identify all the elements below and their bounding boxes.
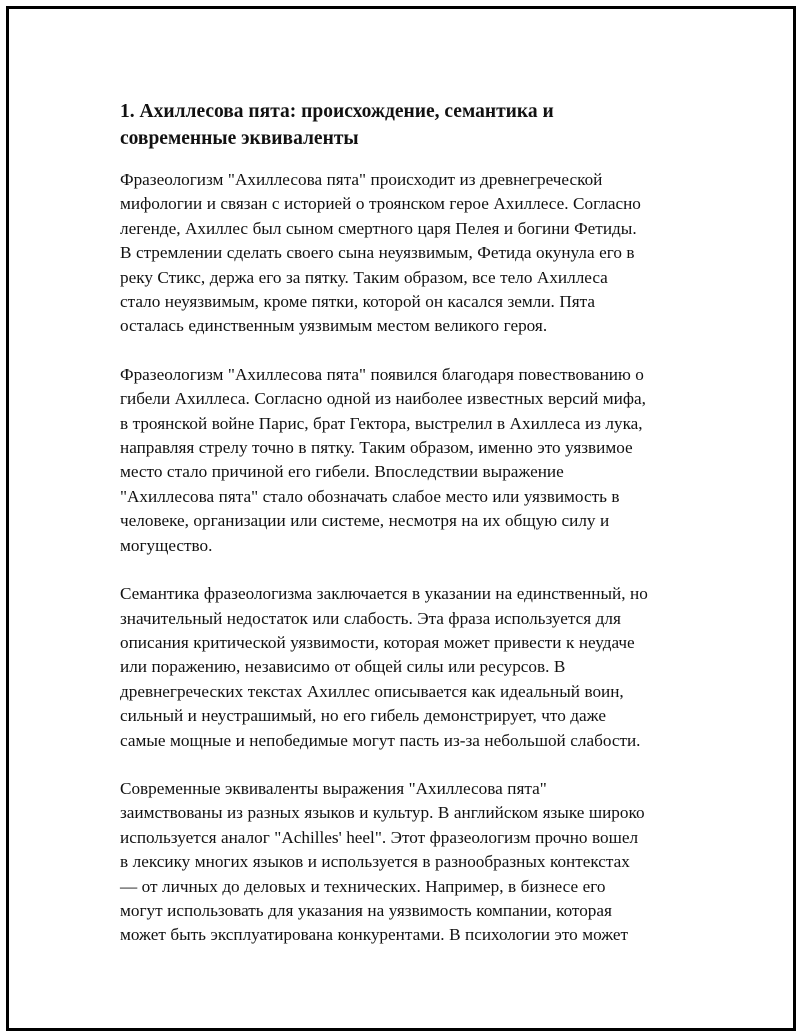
- text-line: может быть эксплуатирована конкурентами. В психологии это может: [120, 925, 629, 945]
- document-body: [120, 98, 690, 972]
- text-line: "Ахиллесова пята" стало обозначать слабое место или уязвимость в: [120, 486, 620, 506]
- text-line: сильный и неустрашимый, но его гибель демонстрирует, что даже: [120, 706, 606, 726]
- text-line: заимствованы из разных языков и культур. В английском языке широко: [120, 803, 645, 823]
- text-line: в лексику многих языков и используется в разнообразных контекстах: [120, 852, 630, 872]
- text-line: легенде, Ахиллес был сыном смертного царя Пелея и богини Фетиды.: [120, 218, 637, 238]
- heading-line: 1. Ахиллесова пята: происхождение, семантика и: [120, 101, 554, 122]
- text-line: могущество.: [120, 535, 213, 555]
- text-line: гибели Ахиллеса. Согласно одной из наиболее известных версий мифа,: [120, 389, 646, 409]
- paragraph-semantics: [120, 582, 690, 753]
- text-line: могут использовать для указания на уязвимость компании, которая: [120, 900, 612, 920]
- text-line: Семантика фразеологизма заключается в указании на единственный, но: [120, 584, 648, 604]
- heading-line: современные эквиваленты: [120, 128, 359, 149]
- text-line: — от личных до деловых и технических. Например, в бизнесе его: [120, 876, 606, 896]
- text-line: человеке, организации или системе, несмотря на их общую силу и: [120, 511, 610, 531]
- section-heading: [120, 98, 690, 152]
- text-line: В стремлении сделать своего сына неуязвимым, Фетида окунула его в: [120, 243, 635, 263]
- text-line: реку Стикс, держа его за пятку. Таким образом, все тело Ахиллеса: [120, 267, 608, 287]
- text-line: древнегреческих текстах Ахиллес описывается как идеальный воин,: [120, 681, 624, 701]
- text-line: Современные эквиваленты выражения "Ахиллесова пята": [120, 778, 547, 798]
- paragraph-origin: [120, 168, 690, 339]
- text-line: или поражению, независимо от общей силы или ресурсов. В: [120, 657, 566, 677]
- text-line: стало неуязвимым, кроме пятки, которой он касался земли. Пята: [120, 292, 596, 312]
- text-line: направляя стрелу точно в пятку. Таким образом, именно это уязвимое: [120, 438, 633, 458]
- text-line: в троянской войне Парис, брат Гектора, выстрелил в Ахиллеса из лука,: [120, 413, 643, 433]
- paragraph-equivalents: [120, 777, 690, 948]
- text-line: значительный недостаток или слабость. Эта фраза используется для: [120, 608, 621, 628]
- text-line: Фразеологизм "Ахиллесова пята" появился благодаря повествованию о: [120, 364, 644, 384]
- text-line: описания критической уязвимости, которая может привести к неудаче: [120, 632, 635, 652]
- text-line: самые мощные и непобедимые могут пасть из-за небольшой слабости.: [120, 730, 641, 750]
- text-line: осталась единственным уязвимым местом великого героя.: [120, 316, 548, 336]
- page-frame: [6, 6, 796, 1031]
- text-line: место стало причиной его гибели. Впоследствии выражение: [120, 462, 564, 482]
- text-line: Фразеологизм "Ахиллесова пята" происходит из древнегреческой: [120, 170, 603, 189]
- paragraph-death: [120, 363, 690, 558]
- text-line: используется аналог "Achilles' heel". Этот фразеологизм прочно вошел: [120, 827, 639, 847]
- text-line: мифологии и связан с историей о троянском герое Ахиллесе. Согласно: [120, 194, 641, 214]
